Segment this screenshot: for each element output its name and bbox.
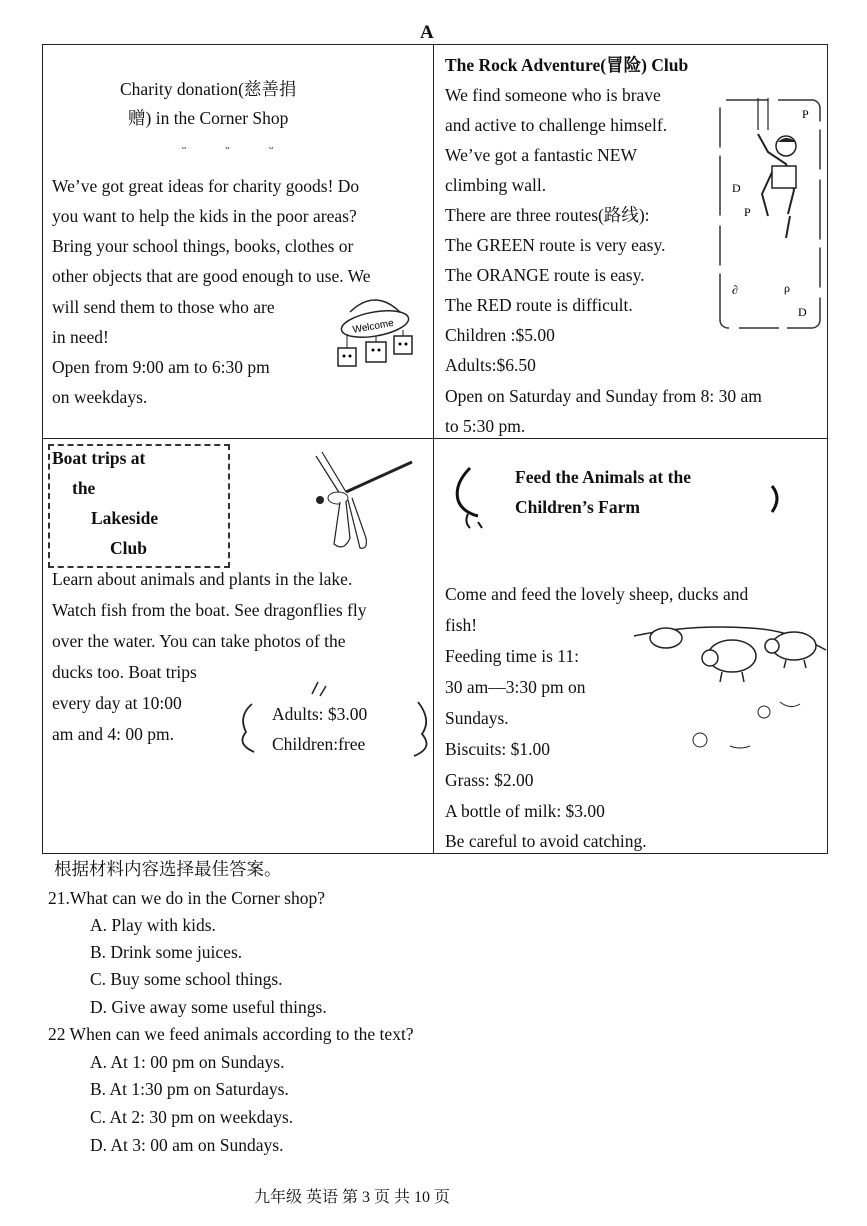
charity-body-line: in need! bbox=[52, 327, 109, 347]
boat-title-line: Boat trips at bbox=[52, 448, 146, 468]
rock-body-line: The GREEN route is very easy. bbox=[445, 235, 666, 255]
farm-body-line: Feeding time is 11: bbox=[445, 646, 579, 666]
charity-body-line: you want to help the kids in the poor areas? bbox=[52, 206, 357, 226]
right-bracket-icon bbox=[766, 482, 786, 516]
farm-body-line: A bottle of milk: $3.00 bbox=[445, 801, 605, 821]
boat-title-line: Club bbox=[110, 538, 147, 558]
rock-body-line: climbing wall. bbox=[445, 175, 547, 195]
welcome-sign-text: Welcome bbox=[351, 317, 395, 336]
rock-title: The Rock Adventure(冒险) Club bbox=[445, 55, 689, 75]
section-letter: A bbox=[420, 22, 434, 43]
boat-title-line: Lakeside bbox=[91, 508, 159, 528]
farm-title-line: Children’s Farm bbox=[515, 497, 640, 517]
farm-body-line: Come and feed the lovely sheep, ducks and bbox=[445, 584, 749, 604]
dragonfly-icon bbox=[300, 448, 420, 558]
climber-icon bbox=[718, 98, 822, 330]
charity-title-line1: Charity donation(慈善捐 bbox=[120, 79, 297, 99]
boat-body-line: Watch fish from the boat. See dragonflies fly bbox=[52, 600, 367, 620]
instruction-text: 根据材料内容选择最佳答案。 bbox=[54, 859, 282, 879]
charity-body-line: Bring your school things, books, clothes or bbox=[52, 236, 354, 256]
charity-body-line: Open from 9:00 am to 6:30 pm bbox=[52, 357, 270, 377]
rock-body-line: Open on Saturday and Sunday from 8: 30 am bbox=[445, 386, 762, 406]
boat-body-line: Learn about animals and plants in the lake. bbox=[52, 569, 353, 589]
rock-body-line: We find someone who is brave bbox=[445, 85, 661, 105]
farm-body-line: Grass: $2.00 bbox=[445, 770, 534, 790]
rock-body-line: There are three routes(路线): bbox=[445, 205, 650, 225]
boat-body-line: ducks too. Boat trips bbox=[52, 662, 197, 682]
rock-body-line: Children :$5.00 bbox=[445, 325, 555, 345]
farm-body-line: 30 am—3:30 pm on bbox=[445, 677, 586, 697]
question-21-option-a[interactable]: A. Play with kids. bbox=[90, 915, 216, 935]
svg-text:∂: ∂ bbox=[732, 283, 738, 297]
question-21-option-c[interactable]: C. Buy some school things. bbox=[90, 969, 283, 989]
farm-title-line: Feed the Animals at the bbox=[515, 467, 691, 487]
svg-text:D: D bbox=[732, 181, 741, 195]
charity-body-line: will send them to those who are bbox=[52, 297, 275, 317]
farm-body-line: Sundays. bbox=[445, 708, 509, 728]
charity-body-line: We’ve got great ideas for charity goods! Do bbox=[52, 176, 360, 196]
farm-body-line: Biscuits: $1.00 bbox=[445, 739, 551, 759]
charity-body-line: other objects that are good enough to use. We bbox=[52, 266, 371, 286]
question-22-option-c[interactable]: C. At 2: 30 pm on weekdays. bbox=[90, 1107, 294, 1127]
farm-body-line: fish! bbox=[445, 615, 478, 635]
sheep-and-ducks-icon bbox=[630, 620, 826, 760]
boat-body-line: am and 4: 00 pm. bbox=[52, 724, 174, 744]
rock-body-line: to 5:30 pm. bbox=[445, 416, 526, 436]
rock-body-line: We’ve got a fantastic NEW bbox=[445, 145, 637, 165]
svg-text:D: D bbox=[798, 305, 807, 319]
page-footer: 九年级 英语 第 3 页 共 10 页 bbox=[254, 1189, 451, 1206]
rock-body-line: The ORANGE route is easy. bbox=[445, 265, 645, 285]
boat-price-adults: Adults: $3.00 bbox=[272, 704, 368, 724]
charity-body-line: on weekdays. bbox=[52, 387, 148, 407]
svg-text:P: P bbox=[802, 107, 809, 121]
boat-body-line: over the water. You can take photos of the bbox=[52, 631, 346, 651]
boat-title-line: the bbox=[72, 478, 96, 498]
svg-text:ρ: ρ bbox=[784, 281, 790, 295]
welcome-sign-icon bbox=[330, 292, 420, 372]
farm-body-line: Be careful to avoid catching. bbox=[445, 831, 647, 851]
rock-body-line: and active to challenge himself. bbox=[445, 115, 668, 135]
rock-body-line: The RED route is difficult. bbox=[445, 295, 633, 315]
rock-body-line: Adults:$6.50 bbox=[445, 355, 536, 375]
charity-title-line2: 赠) in the Corner Shop bbox=[128, 108, 289, 128]
left-bracket-icon bbox=[452, 464, 492, 534]
grid-divider-horizontal bbox=[42, 438, 828, 439]
boat-body-line: every day at 10:00 bbox=[52, 693, 182, 713]
question-22-option-b[interactable]: B. At 1:30 pm on Saturdays. bbox=[90, 1079, 289, 1099]
question-21-stem: 21.What can we do in the Corner shop? bbox=[48, 888, 326, 908]
question-22-stem: 22 When can we feed animals according to the text? bbox=[48, 1024, 414, 1044]
question-21-option-d[interactable]: D. Give away some useful things. bbox=[90, 997, 327, 1017]
boat-price-children: Children:free bbox=[272, 734, 366, 754]
svg-text:P: P bbox=[744, 205, 751, 219]
question-22-option-d[interactable]: D. At 3: 00 am on Sundays. bbox=[90, 1135, 284, 1155]
question-22-option-a[interactable]: A. At 1: 00 pm on Sundays. bbox=[90, 1052, 285, 1072]
decorative-flourish-icon: ᵕ ᵕ ᵕ bbox=[182, 142, 292, 157]
question-21-option-b[interactable]: B. Drink some juices. bbox=[90, 942, 243, 962]
